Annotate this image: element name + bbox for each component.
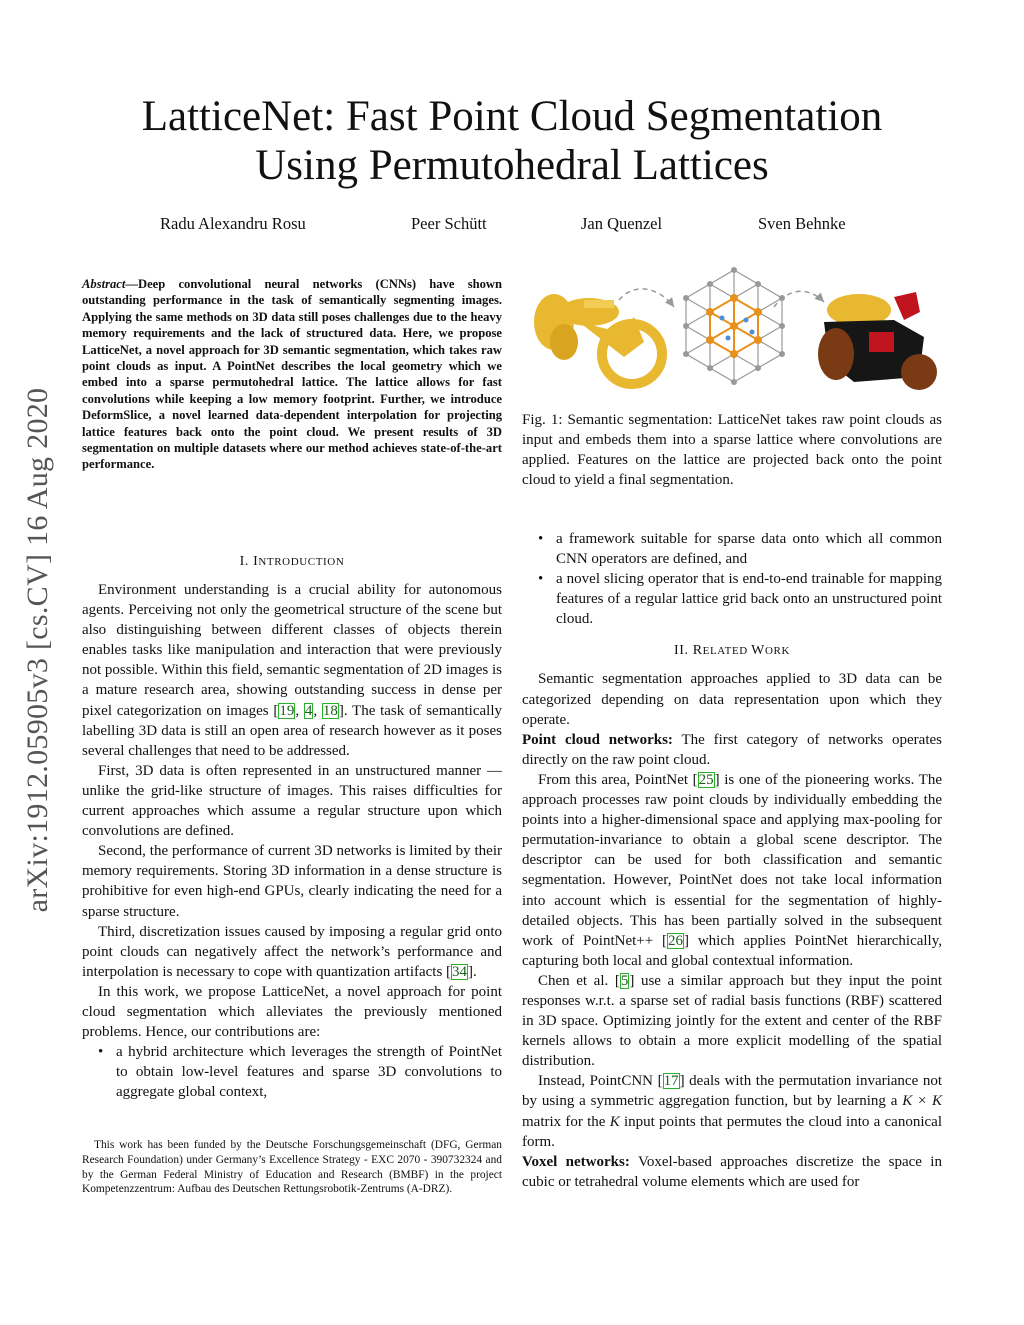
citation-17[interactable]: 17	[663, 1073, 679, 1090]
abstract-text: —Deep convolutional neural networks (CNNs) have shown outstanding performance in the task of semantically segmenting images. Applying the same methods on 3D data still poses challenges due to the heavy memory requirements and the lack of structured data. Here, we propose LatticeNet, a novel approach for 3D semantic segmentation, which takes raw point clouds as input. A PointNet describes the local geometry which we embed into a sparse permutohedral lattice. The lattice allows for fast convolutions while keeping a low memory footprint. Further, we introduce DeformSlice, a novel learned data-dependent interpolation for projecting lattice features back onto the point cloud. We present results of 3D segmentation on multiple datasets where our method achieves state-of-the-art performance.	[82, 277, 502, 472]
arxiv-stamp	[8, 340, 68, 960]
left-column	[82, 554, 502, 1102]
raw-point-cloud	[534, 294, 662, 384]
contributions-list-a	[82, 1042, 502, 1102]
author-2: Peer Schütt	[411, 214, 487, 233]
citation-18[interactable]: 18	[322, 702, 338, 719]
intro-paragraph-1: Environment understanding is a crucial ability for autonomous agents. Perceiving not only the geometrical structure of the scene but also distinguishing between different classes of objects therein enables tasks like manipulation and interaction that were previously not possible. Within this field, semantic segmentation of 2D images is a mature research area, showing outstanding success in dense per pixel categorization on images [19, 4, 18]. The task of semantically labelling 3D data is still an open area of research however as it poses several challenges that need to be addressed.	[82, 582, 503, 759]
segmented-point-cloud	[818, 292, 937, 390]
section-heading-introduction: I. INTRODUCTION	[239, 554, 345, 569]
citation-19[interactable]: 19	[279, 702, 295, 719]
funding-footnote	[82, 1138, 502, 1197]
intro-paragraph-4: Third, discretization issues caused by imposing a regular grid onto point clouds can negatively affect the network’s performance and interpolation is necessary to cope with quantization artifacts [34].	[82, 923, 502, 980]
title-line-2: Using Permutohedral Lattices	[255, 142, 769, 189]
citation-4[interactable]: 4	[304, 702, 313, 719]
related-paragraph-3: Chen et al. [5] use a similar approach but they input the point responses w.r.t. a sparse set of radial basis functions (RBF) scattered in 3D space. Optimizing jointly for the extent and center of the RBF kernels allows to obtain a more explicit modelling of the spatial distribution.	[522, 972, 943, 1070]
related-paragraph-pointcloud: Point cloud networks: The first category of networks operates directly on the raw point cloud.	[522, 731, 943, 768]
intro-paragraph-3: Second, the performance of current 3D networks is limited by their memory requirements. Storing 3D information in a dense structure is prohibitive for even high-end GPUs, clearly indicating the need for a sparse structure.	[82, 843, 502, 920]
intro-paragraph-2: First, 3D data is often represented in an unstructured manner — unlike the grid-like structure of images. This raises difficulties for current approaches which assume a regular structure upon which convolutions are defined.	[82, 762, 502, 840]
contribution-3: • a novel slicing operator that is end-to-end trainable for mapping features of a regular lattice grid back onto an unstructured point cloud.	[522, 569, 942, 629]
citation-5[interactable]: 5	[620, 972, 629, 989]
author-4: Sven Behnke	[758, 214, 846, 233]
author-3: Jan Quenzel	[581, 214, 663, 233]
figure-1	[524, 262, 944, 402]
related-paragraph-4: Instead, PointCNN [17] deals with the permutation invariance not by using a symmetric aggregation function, but by learning a K × K matrix for the K input points that permutes the cloud into a canonical form.	[522, 1073, 942, 1150]
footnote-text: This work has been funded by the Deutsche Forschungsgemeinschaft (DFG, German Research Foundation) under Germany’s Excellence Strategy - EXC 2070 - 390732324 and by the German Federal Ministry of Education and Research (BMBF) in the project Kompetenzzentrum: Aufbau des Deutschen Rettungsrobotik-Zentrums (A-DRZ).	[82, 1139, 502, 1196]
author-1: Radu Alexandru Rosu	[160, 214, 306, 233]
figure-caption: Fig. 1: Semantic segmentation: LatticeNet takes raw point clouds as input and embeds them into a sparse lattice where convolutions are applied. Features on the lattice are projected back onto the point cloud to yield a final segmentation.	[522, 412, 942, 489]
related-paragraph-voxel: Voxel networks: Voxel-based approaches discretize the space in cubic or tetrahedral volume elements which are used for	[522, 1153, 942, 1190]
right-column	[522, 529, 942, 1192]
abstract-label: Abstract	[82, 277, 126, 291]
embed-arrow	[619, 289, 674, 307]
intro-paragraph-5: In this work, we propose LatticeNet, a novel approach for point cloud segmentation which alleviates the previously mentioned problems. Hence, our contributions are:	[82, 983, 502, 1041]
arxiv-id: arXiv:1912.05905v3 [cs.CV] 16 Aug 2020	[21, 387, 54, 913]
citation-25[interactable]: 25	[698, 771, 714, 788]
paper-title	[100, 92, 924, 190]
related-paragraph-1: Semantic segmentation approaches applied to 3D data can be categorized depending on data representation upon which they operate.	[522, 671, 942, 728]
section-heading-related-work: II. RELATED WORK	[673, 643, 791, 659]
citation-26[interactable]: 26	[668, 932, 684, 949]
contributions-list-b	[522, 529, 942, 629]
contribution-2: • a framework suitable for sparse data onto which all common CNN operators are defined, and	[522, 529, 942, 569]
abstract	[82, 276, 502, 473]
title-line-1: LatticeNet: Fast Point Cloud Segmentation	[141, 93, 883, 140]
contribution-1: • a hybrid architecture which leverages the strength of PointNet to obtain low-level features and sparse 3D convolutions to aggregate global context,	[82, 1042, 502, 1102]
citation-34[interactable]: 34	[452, 963, 468, 980]
related-paragraph-2: From this area, PointNet [25] is one of the pioneering works. The approach processes raw point clouds by individually embedding the points into a higher-dimensional space and applying max-pooling for permutation-invariance to obtain a global scene descriptor. The descriptor can be used for both classification and semantic segmentation. However, PointNet does not take local information into account which is essential for the segmentation of highly-detailed objects. This has been partially solved in the subsequent work of PointNet++ [26] which applies PointNet hierarchically, capturing both local and global contextual information.	[522, 771, 942, 969]
